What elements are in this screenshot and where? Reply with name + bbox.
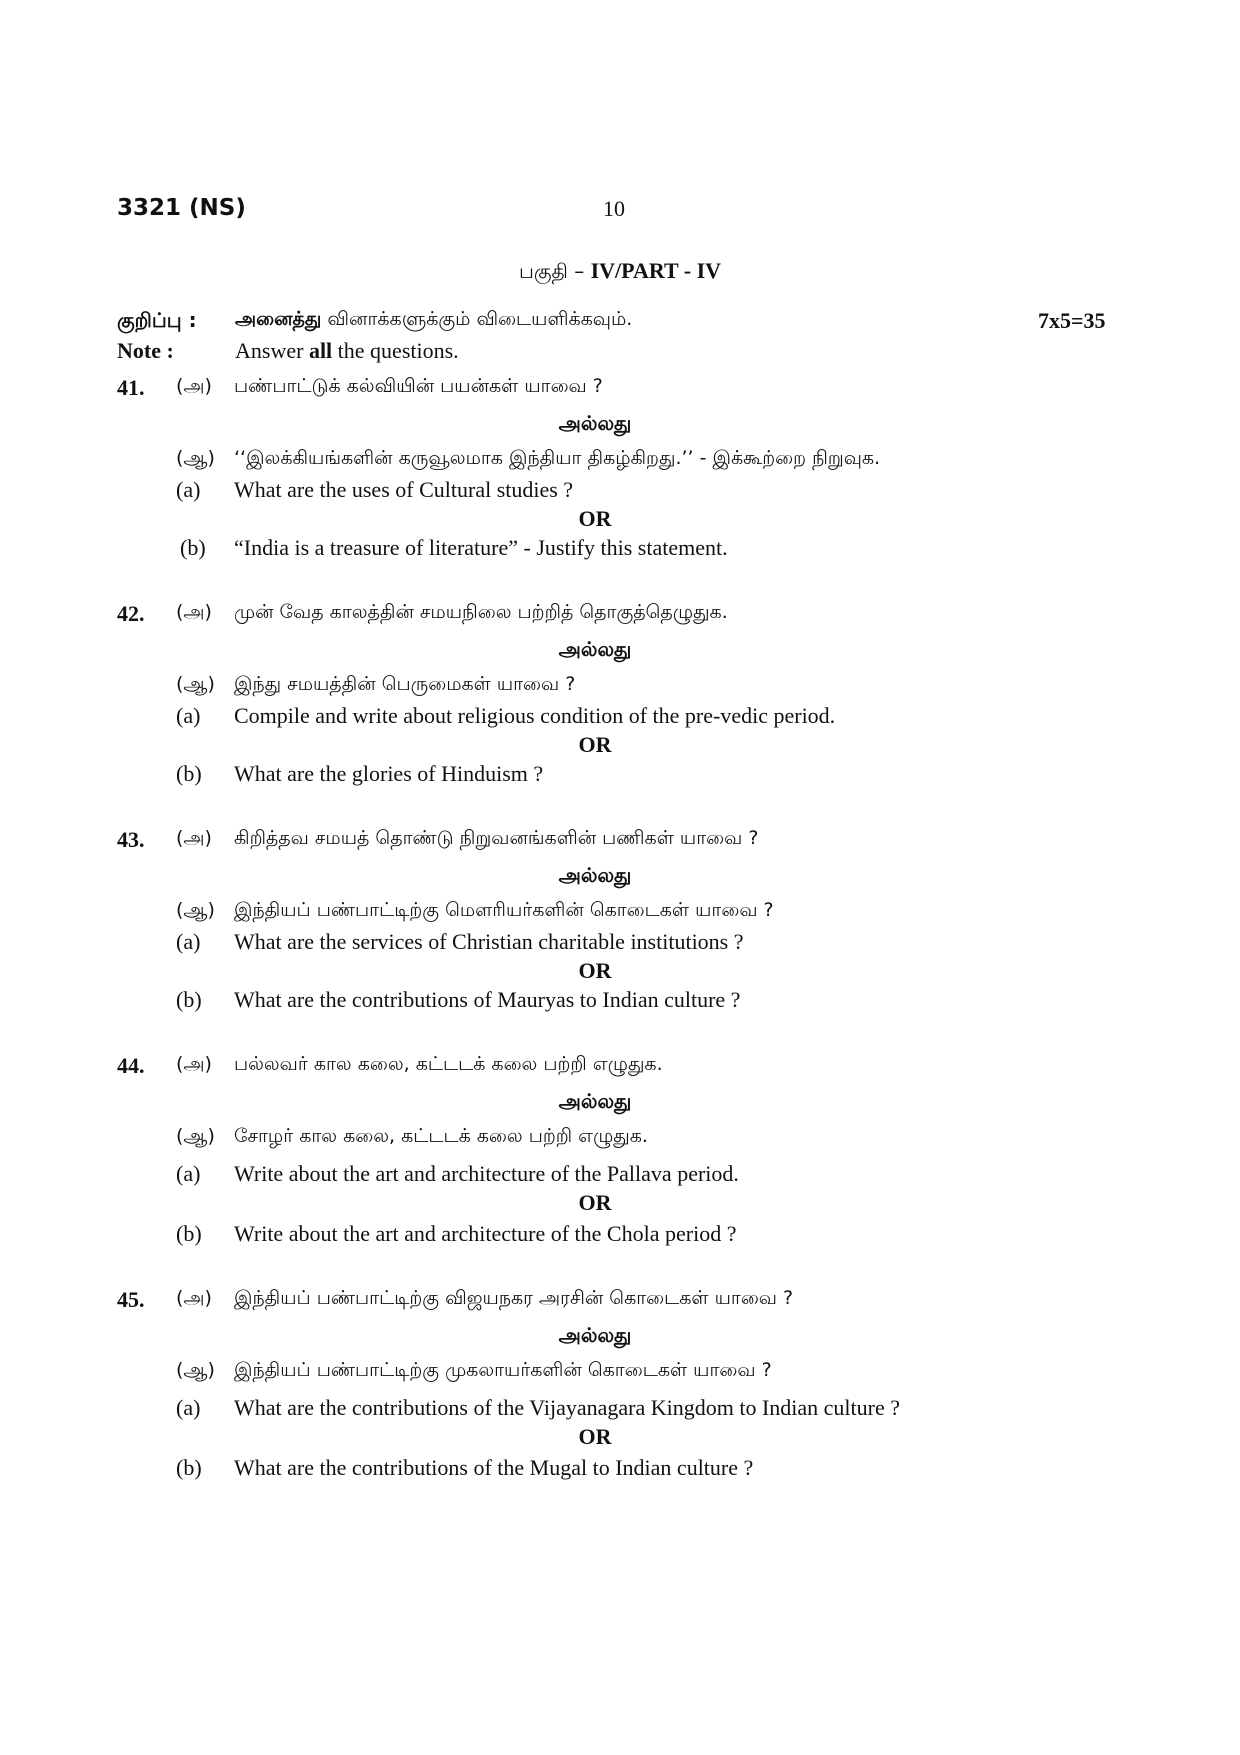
paper-code: 3321 (NS) <box>117 195 246 221</box>
question-number: 42. <box>117 601 145 626</box>
note-english-bold: all <box>308 338 333 363</box>
or-tamil: அல்லது <box>558 1089 632 1113</box>
option-marker: (a) <box>176 477 201 502</box>
option-marker: (b) <box>176 1455 202 1480</box>
question-english-a: What are the uses of Cultural studies ? <box>234 477 574 502</box>
question-tamil-a: கிறித்தவ சமயத் தொண்டு நிறுவனங்களின் பணிகள் யாவை ? <box>234 827 759 849</box>
option-marker: (a) <box>176 703 201 728</box>
question-tamil-b: சோழர் கால கலை, கட்டடக் கலை பற்றி எழுதுக. <box>234 1125 648 1147</box>
note-tamil-text <box>235 308 632 333</box>
option-marker: (b) <box>176 987 202 1012</box>
question-english-a: Write about the art and architecture of the Pallava period. <box>234 1161 739 1186</box>
question-english-b: What are the contributions of the Mugal to Indian culture ? <box>234 1455 754 1480</box>
question-tamil-b: ‘‘இலக்கியங்களின் கருவூலமாக இந்தியா திகழ்கிறது.’’ - இக்கூற்றை நிறுவுக. <box>234 447 881 469</box>
question-english-a: What are the services of Christian charitable institutions ? <box>234 929 744 954</box>
question-tamil-b: இந்தியப் பண்பாட்டிற்கு மௌரியர்களின் கொடைகள் யாவை ? <box>234 899 774 921</box>
page-number: 10 <box>603 196 625 221</box>
note-tamil-rest: வினாக்களுக்கும் விடையளிக்கவும். <box>321 308 633 330</box>
note-english-label: Note : <box>117 338 174 363</box>
question-number: 41. <box>117 375 145 400</box>
marks-allocation: 7x5=35 <box>1038 308 1106 333</box>
part-title <box>0 258 1240 286</box>
or-tamil: அல்லது <box>558 1323 632 1347</box>
question-41 <box>0 375 1240 575</box>
option-marker: (அ) <box>176 1053 212 1075</box>
or-tamil: அல்லது <box>558 411 632 435</box>
option-marker: (b) <box>180 535 206 560</box>
option-marker: (அ) <box>176 601 212 623</box>
option-marker: (அ) <box>176 375 212 397</box>
part-title-english: IV/PART - IV <box>590 258 722 283</box>
or-tamil: அல்லது <box>558 637 632 661</box>
question-tamil-b: இந்தியப் பண்பாட்டிற்கு முகலாயர்களின் கொடைகள் யாவை ? <box>234 1359 772 1381</box>
question-tamil-a: பண்பாட்டுக் கல்வியின் பயன்கள் யாவை ? <box>234 375 603 397</box>
option-marker: (ஆ) <box>176 899 215 921</box>
option-marker: (a) <box>176 929 201 954</box>
option-marker: (அ) <box>176 1287 212 1309</box>
note-tamil-label: குறிப்பு : <box>117 308 197 332</box>
option-marker: (b) <box>176 1221 202 1246</box>
or-english: OR <box>578 506 612 531</box>
option-marker: (b) <box>176 761 202 786</box>
question-english-a: Compile and write about religious condition of the pre-vedic period. <box>234 703 836 728</box>
or-tamil: அல்லது <box>558 863 632 887</box>
question-tamil-a: முன் வேத காலத்தின் சமயநிலை பற்றித் தொகுத்தெழுதுக. <box>234 601 728 623</box>
question-english-a: What are the contributions of the Vijayanagara Kingdom to Indian culture ? <box>234 1395 900 1420</box>
option-marker: (ஆ) <box>176 673 215 695</box>
or-english: OR <box>578 958 612 983</box>
note-english-part2: the questions. <box>332 338 459 363</box>
option-marker: (a) <box>176 1161 201 1186</box>
question-tamil-a: பல்லவர் கால கலை, கட்டடக் கலை பற்றி எழுதுக. <box>234 1053 663 1075</box>
or-english: OR <box>578 732 612 757</box>
question-number: 44. <box>117 1053 145 1078</box>
option-marker: (ஆ) <box>176 1359 215 1381</box>
option-marker: (அ) <box>176 827 212 849</box>
option-marker: (a) <box>176 1395 201 1420</box>
part-title-tamil: பகுதி – <box>518 259 591 283</box>
note-english-text <box>235 338 459 364</box>
option-marker: (ஆ) <box>176 1125 215 1147</box>
note-tamil-bold: அனைத்து <box>235 308 322 330</box>
question-43 <box>0 827 1240 1027</box>
question-english-b: What are the contributions of Mauryas to Indian culture ? <box>234 987 741 1012</box>
question-english-b: What are the glories of Hinduism ? <box>234 761 544 786</box>
question-45 <box>0 1287 1240 1487</box>
question-number: 43. <box>117 827 145 852</box>
question-tamil-a: இந்தியப் பண்பாட்டிற்கு விஜயநகர அரசின் கொடைகள் யாவை ? <box>234 1287 794 1309</box>
question-tamil-b: இந்து சமயத்தின் பெருமைகள் யாவை ? <box>234 673 576 695</box>
option-marker: (ஆ) <box>176 447 215 469</box>
question-english-b: “India is a treasure of literature” - Justify this statement. <box>234 535 728 560</box>
question-44 <box>0 1053 1240 1253</box>
or-english: OR <box>578 1190 612 1215</box>
question-english-b: Write about the art and architecture of the Chola period ? <box>234 1221 737 1246</box>
note-english-part1: Answer <box>235 338 309 363</box>
or-english: OR <box>578 1424 612 1449</box>
question-42 <box>0 601 1240 801</box>
question-number: 45. <box>117 1287 145 1312</box>
